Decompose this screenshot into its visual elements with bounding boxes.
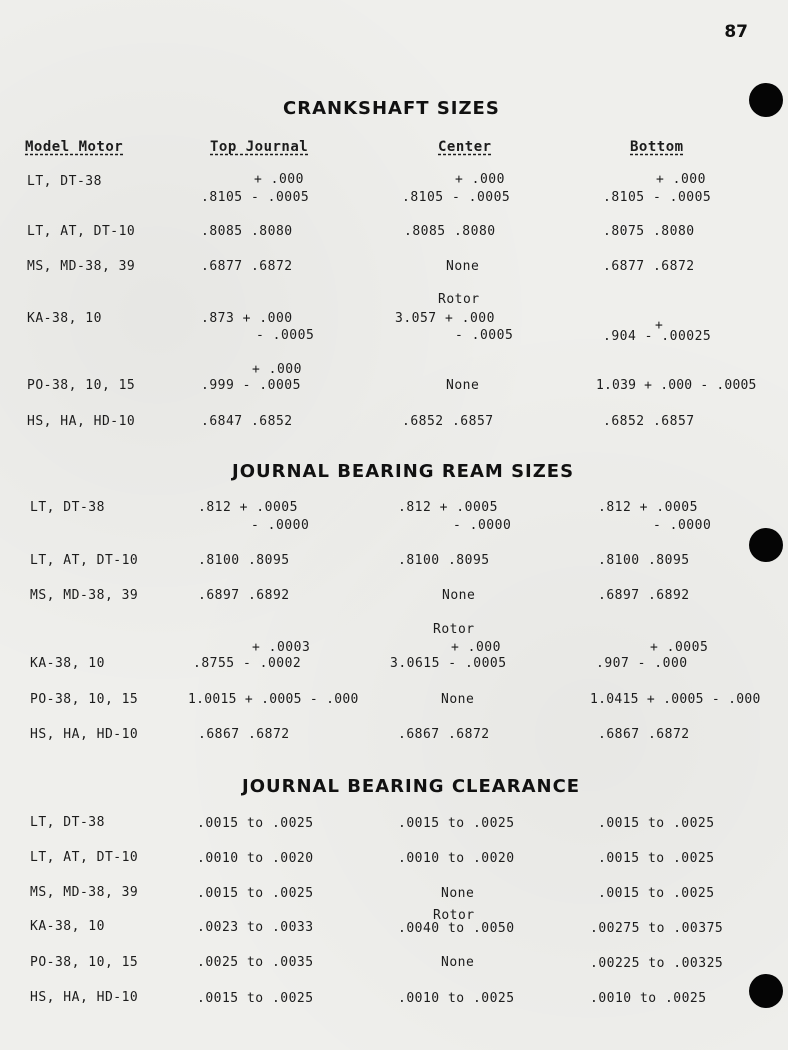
crankshaft-row-3-bottom: .6877 .6872 [603,259,695,274]
ream-row-4-center: 3.0615 - .0005 [390,656,507,671]
clearance-row-3-bottom: .0015 to .0025 [598,886,715,901]
ream-row-1-center-tolerance: - .0000 [453,518,512,533]
ream-row-3-center: None [442,588,476,603]
clearance-row-1-top: .0015 to .0025 [197,816,314,831]
crankshaft-row-1-model: LT, DT-38 [27,174,102,189]
crankshaft-row-5-top: .999 - .0005 [201,378,301,393]
clearance-row-3-model: MS, MD-38, 39 [30,885,139,900]
column-header-model-motor: Model Motor [25,139,124,155]
ream-row-2-bottom: .8100 .8095 [598,553,690,568]
page-number: 87 [724,22,748,42]
crankshaft-row-5-bottom: 1.039 + .000 - .0005 [596,378,757,393]
ream-row-2-top: .8100 .8095 [198,553,290,568]
crankshaft-row-4-bottom-tolerance: + [655,318,664,333]
crankshaft-row-4-model: KA-38, 10 [27,311,102,326]
crankshaft-row-1-center: .8105 - .0005 [402,190,511,205]
clearance-row-4-model: KA-38, 10 [30,919,105,934]
crankshaft-row-6-bottom: .6852 .6857 [603,414,695,429]
ream-row-1-top: .812 + .0005 [198,500,298,515]
clearance-row-1-bottom: .0015 to .0025 [598,816,715,831]
clearance-row-2-model: LT, AT, DT-10 [30,850,139,865]
ream-row-6-bottom: .6867 .6872 [598,727,690,742]
ream-row-5-top: 1.0015 + .0005 - .000 [188,692,359,707]
crankshaft-row-4-center-label: Rotor [438,292,480,307]
crankshaft-row-4-bottom: .904 - .00025 [603,329,712,344]
crankshaft-row-1-top-tolerance: + .000 [254,172,304,187]
clearance-row-1-center: .0015 to .0025 [398,816,515,831]
crankshaft-row-5-top-tolerance: + .000 [252,362,302,377]
ream-row-1-bottom: .812 + .0005 [598,500,698,515]
ream-row-3-top: .6897 .6892 [198,588,290,603]
clearance-title: JOURNAL BEARING CLEARANCE [242,776,581,797]
column-header-center: Center [438,139,492,155]
ream-row-1-top-tolerance: - .0000 [251,518,310,533]
clearance-row-4-center-label: Rotor [433,908,475,923]
clearance-row-2-center: .0010 to .0020 [398,851,515,866]
clearance-row-6-center: .0010 to .0025 [398,991,515,1006]
crankshaft-row-1-top: .8105 - .0005 [201,190,310,205]
clearance-row-2-top: .0010 to .0020 [197,851,314,866]
clearance-row-2-bottom: .0015 to .0025 [598,851,715,866]
crankshaft-row-3-model: MS, MD-38, 39 [27,259,136,274]
crankshaft-row-2-center: .8085 .8080 [404,224,496,239]
crankshaft-sizes-title: CRANKSHAFT SIZES [283,98,500,119]
clearance-row-3-center: None [441,886,475,901]
crankshaft-row-2-top: .8085 .8080 [201,224,293,239]
crankshaft-row-6-model: HS, HA, HD-10 [27,414,136,429]
clearance-row-4-top: .0023 to .0033 [197,920,314,935]
ream-row-6-center: .6867 .6872 [398,727,490,742]
crankshaft-row-3-top: .6877 .6872 [201,259,293,274]
ream-row-1-bottom-tolerance: - .0000 [653,518,712,533]
clearance-row-6-model: HS, HA, HD-10 [30,990,139,1005]
ream-row-2-model: LT, AT, DT-10 [30,553,139,568]
crankshaft-row-2-model: LT, AT, DT-10 [27,224,136,239]
crankshaft-row-6-top: .6847 .6852 [201,414,293,429]
crankshaft-row-1-bottom-tolerance: + .000 [656,172,706,187]
clearance-row-1-model: LT, DT-38 [30,815,105,830]
clearance-row-4-bottom: .00275 to .00375 [590,921,724,936]
clearance-row-6-bottom: .0010 to .0025 [590,991,707,1006]
ream-row-1-center: .812 + .0005 [398,500,498,515]
clearance-row-5-top: .0025 to .0035 [197,955,314,970]
crankshaft-row-1-center-tolerance: + .000 [455,172,505,187]
ream-row-4-center-tolerance: + .000 [451,640,501,655]
ream-row-4-bottom: .907 - .000 [596,656,688,671]
crankshaft-row-3-center: None [446,259,480,274]
column-header-bottom: Bottom [630,139,684,155]
ream-row-1-model: LT, DT-38 [30,500,105,515]
ream-row-3-bottom: .6897 .6892 [598,588,690,603]
crankshaft-row-4-center-tolerance: - .0005 [455,328,514,343]
crankshaft-row-4-center: 3.057 + .000 [395,311,495,326]
ream-row-4-center-label: Rotor [433,622,475,637]
column-header-top-journal: Top Journal [210,139,309,155]
ream-row-2-center: .8100 .8095 [398,553,490,568]
punch-hole-top [749,83,783,117]
ream-row-5-center: None [441,692,475,707]
punch-hole-bottom [749,974,783,1008]
crankshaft-row-1-bottom: .8105 - .0005 [603,190,712,205]
crankshaft-row-6-center: .6852 .6857 [402,414,494,429]
clearance-row-6-top: .0015 to .0025 [197,991,314,1006]
crankshaft-row-4-top-tolerance: - .0005 [256,328,315,343]
crankshaft-row-5-model: PO-38, 10, 15 [27,378,136,393]
clearance-row-4-center: .0040 to .0050 [398,921,515,936]
crankshaft-row-5-center: None [446,378,480,393]
ream-row-4-top-tolerance: + .0003 [252,640,311,655]
punch-hole-middle [749,528,783,562]
ream-sizes-title: JOURNAL BEARING REAM SIZES [232,461,575,482]
clearance-row-3-top: .0015 to .0025 [197,886,314,901]
clearance-row-5-model: PO-38, 10, 15 [30,955,139,970]
ream-row-4-top: .8755 - .0002 [193,656,302,671]
ream-row-5-model: PO-38, 10, 15 [30,692,139,707]
ream-row-6-model: HS, HA, HD-10 [30,727,139,742]
ream-row-6-top: .6867 .6872 [198,727,290,742]
clearance-row-5-bottom: .00225 to .00325 [590,956,724,971]
clearance-row-5-center: None [441,955,475,970]
ream-row-3-model: MS, MD-38, 39 [30,588,139,603]
ream-row-4-model: KA-38, 10 [30,656,105,671]
ream-row-4-bottom-tolerance: + .0005 [650,640,709,655]
ream-row-5-bottom: 1.0415 + .0005 - .000 [590,692,761,707]
crankshaft-row-4-top: .873 + .000 [201,311,293,326]
crankshaft-row-2-bottom: .8075 .8080 [603,224,695,239]
